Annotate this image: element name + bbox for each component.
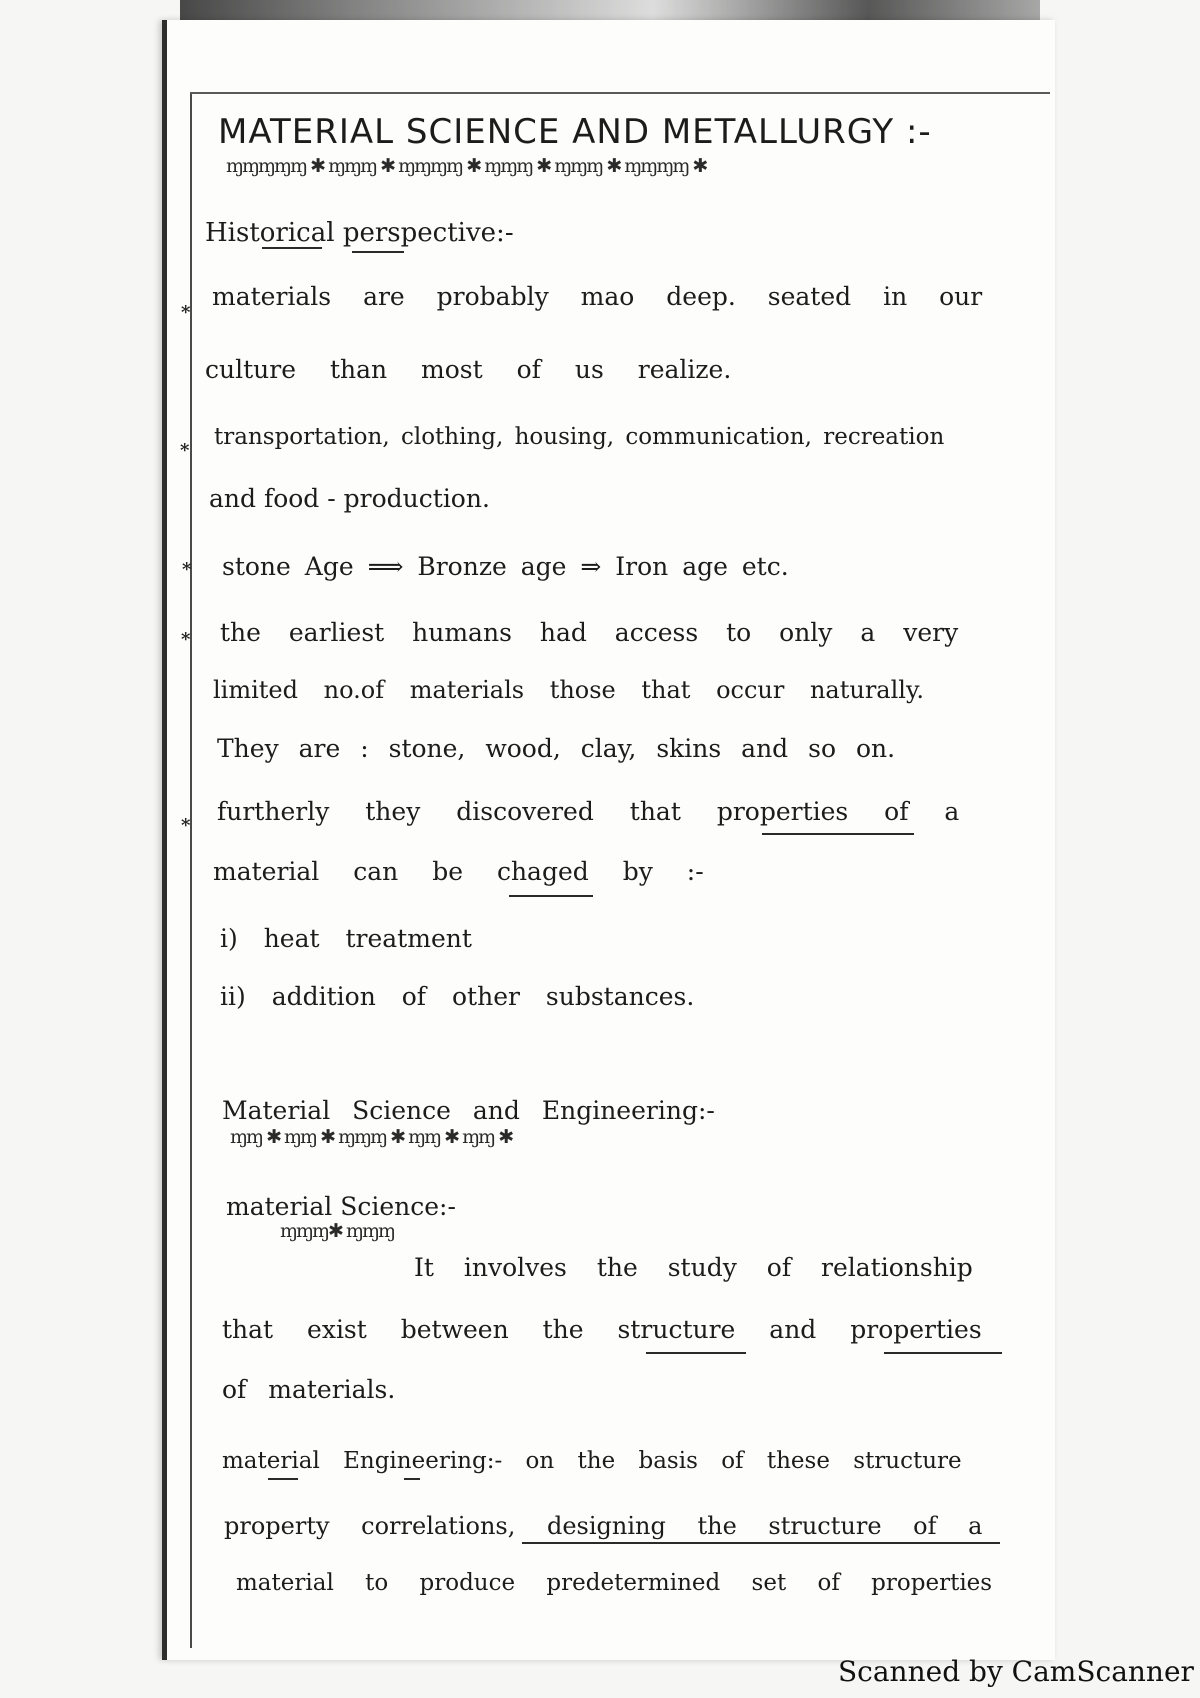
- text-line: materials are probably mao deep. seated in our: [212, 282, 983, 311]
- bullet-marker: *: [180, 440, 190, 461]
- page-title: MATERIAL SCIENCE AND METALLURGY :-: [218, 112, 932, 152]
- text-line: i) heat treatment: [220, 924, 472, 953]
- bullet-marker: *: [182, 559, 192, 580]
- text-line: material to produce predetermined set of properties: [236, 1570, 993, 1596]
- mse-squiggle: ɱɱ ✱ ɱɱ ✱ ɱɱɱ ✱ ɱɱ ✱ ɱɱ ✱: [230, 1126, 513, 1148]
- text-line: that exist between the structure and properties: [222, 1315, 982, 1344]
- underline-chaged: [509, 895, 593, 897]
- bullet-marker: *: [181, 815, 191, 836]
- ms-squiggle: ɱɱɱ✱ ɱɱɱ: [280, 1220, 395, 1242]
- section-heading-mse: Material Science and Engineering:-: [222, 1096, 715, 1125]
- text-line: material can be chaged by :-: [213, 857, 704, 886]
- underline-engineering: [404, 1478, 420, 1480]
- text-line: material Engineering:- on the basis of these structure: [222, 1448, 962, 1474]
- notebook-page: [162, 20, 1055, 1660]
- underline-perspective: [352, 251, 404, 253]
- subheading-material-science: material Science:-: [226, 1192, 456, 1221]
- bullet-marker: *: [181, 302, 191, 323]
- underline-properties: [762, 833, 914, 835]
- text-line: and food - production.: [209, 484, 490, 513]
- margin-rule: [190, 92, 192, 1648]
- text-line: transportation, clothing, housing, communication, recreation: [214, 424, 945, 450]
- title-squiggle: ɱɱɱɱɱ ✱ ɱɱɱ ✱ ɱɱɱɱ ✱ ɱɱɱ ✱ ɱɱɱ ✱ ɱɱɱɱ ✱: [226, 155, 707, 177]
- text-line: limited no.of materials those that occur naturally.: [213, 676, 924, 704]
- underline-properties-2: [884, 1352, 1002, 1354]
- text-line: stone Age ⟹ Bronze age ⇒ Iron age etc.: [222, 552, 789, 581]
- text-line: culture than most of us realize.: [205, 355, 732, 384]
- scanner-watermark: Scanned by CamScanner: [838, 1655, 1194, 1688]
- text-line: furtherly they discovered that properties of a: [217, 797, 960, 826]
- section-heading-historical: Historical perspective:-: [205, 218, 514, 248]
- underline-designing: [522, 1542, 1000, 1544]
- bullet-marker: *: [181, 629, 191, 650]
- underline-structure: [646, 1352, 746, 1354]
- text-line: the earliest humans had access to only a very: [220, 618, 959, 647]
- underline-material: [268, 1478, 298, 1480]
- text-line: property correlations, designing the structure of a: [224, 1512, 983, 1540]
- underline-historical: [262, 247, 322, 249]
- text-line: It involves the study of relationship: [414, 1253, 973, 1282]
- text-line: of materials.: [222, 1375, 396, 1404]
- text-line: They are : stone, wood, clay, skins and so on.: [217, 734, 896, 763]
- text-line: ii) addition of other substances.: [220, 982, 695, 1011]
- top-rule: [190, 92, 1050, 94]
